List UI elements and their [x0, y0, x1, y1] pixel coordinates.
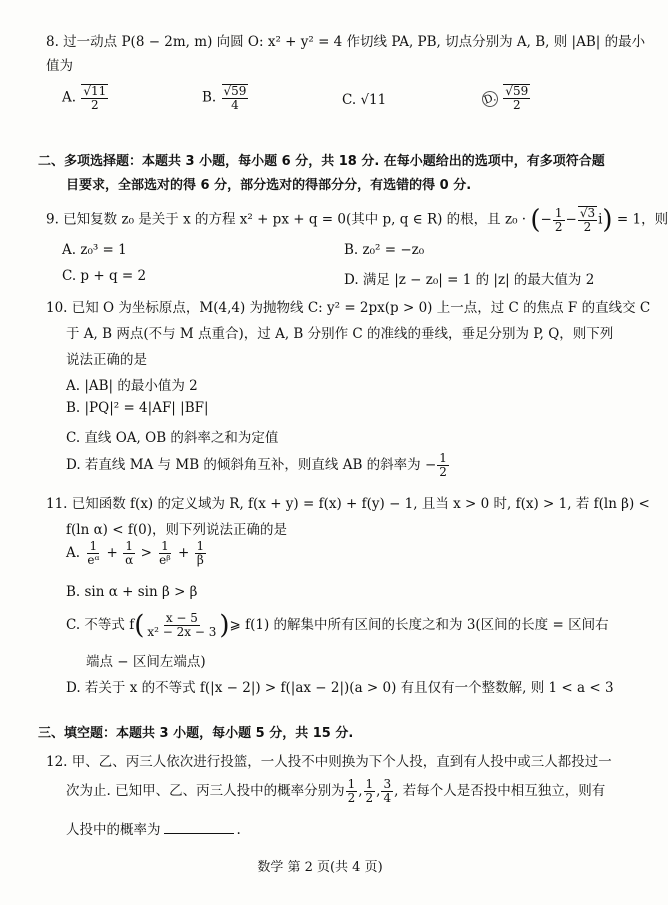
q8-option-c: C. √11	[342, 92, 387, 108]
q9-option-b: B. z₀² = −z₀	[344, 242, 425, 258]
q11-option-c-line2: 端点 − 区间左端点)	[86, 654, 206, 670]
section2-heading-line2: 目要求，全部选对的得 6 分，部分选对的得部分分，有选错的得 0 分.	[66, 178, 472, 193]
q11-line2: f(ln α) < f(0)，则下列说法正确的是	[66, 522, 287, 538]
q10-option-c: C. 直线 OA, OB 的斜率之和为定值	[66, 430, 279, 446]
page-footer: 数学 第 2 页(共 4 页)	[257, 860, 383, 875]
q8-line1: 8. 过一动点 P(8 − 2m, m) 向圆 O: x² + y² = 4 作切线 PA, PB, 切点分别为 A, B, 则 |AB| 的最小	[46, 34, 646, 50]
q9-option-c: C. p + q = 2	[62, 268, 147, 284]
q10-option-b: B. |PQ|² = 4|AF| |BF|	[66, 400, 209, 416]
section2-heading: 二、多项选择题：本题共 3 小题，每小题 6 分，共 18 分. 在每小题给出的选项中，有多项符合题	[38, 154, 605, 169]
q10-option-d: D. 若直线 MA 与 MB 的倾斜角互补，则直线 AB 的斜率为 − $\frac{1}{2}$	[66, 451, 447, 480]
q11-option-b: B. sin α + sin β > β	[66, 584, 198, 600]
q12-line3: 人投中的概率为 .	[66, 822, 241, 838]
q9-line1: 9. 已知复数 z₀ 是关于 x 的方程 x² + px + q = 0(其中 p, q ∈ R) 的根，且 z₀ · (− $\frac{1}{2}$ − $\frac{√3}{2}$ i) = 1，则	[46, 205, 668, 236]
q8-option-a: A. $\frac{√11}{2}$	[62, 84, 107, 113]
section3-heading: 三、填空题：本题共 3 小题，每小题 5 分，共 15 分.	[38, 726, 354, 741]
answer-mark-icon: D.	[480, 88, 501, 109]
answer-blank[interactable]	[164, 833, 234, 834]
q10-line1: 10. 已知 O 为坐标原点，M(4,4) 为抛物线 C: y² = 2px(p > 0) 上一点，过 C 的焦点 F 的直线交 C	[46, 300, 651, 316]
q10-option-a: A. |AB| 的最小值为 2	[66, 378, 198, 394]
q10-line3: 说法正确的是	[66, 352, 147, 368]
q12-line2: 次为止. 已知甲、乙、丙三人投中的概率分别为 $\frac{1}{2}$ , $\frac{1}{2}$ , $\frac{3}{4}$ , 若每个人是否投中相互独立，则有	[66, 777, 606, 806]
q8-option-d: D. $\frac{√59}{2}$	[482, 84, 531, 112]
q8-line2: 值为	[46, 58, 73, 74]
q9-option-d: D. 满足 |z − z₀| = 1 的 |z| 的最大值为 2	[344, 272, 595, 288]
q8-option-b: B. $\frac{√59}{4}$	[202, 84, 247, 113]
q11-option-a: A. $\frac{1}{\text{eᵅ}}$ + $\frac{1}{\alpha}$ > $\frac{1}{\text{eᵝ}}$ + $\frac{1}{\beta}$	[66, 539, 205, 568]
q11-line1: 11. 已知函数 f(x) 的定义域为 R, f(x + y) = f(x) + f(y) − 1, 且当 x > 0 时, f(x) > 1, 若 f(ln β) <	[46, 496, 650, 512]
q11-option-d: D. 若关于 x 的不等式 f(|x − 2|) > f(|ax − 2|)(a > 0) 有且仅有一个整数解, 则 1 < a < 3	[66, 680, 614, 696]
q12-line1: 12. 甲、乙、丙三人依次进行投篮，一人投不中则换为下个人投，直到有人投中或三人都投过一	[46, 754, 612, 770]
q11-option-c: C. 不等式 f( $\frac{x - 5}{\text{x² − 2x − 3}}$ )⩾ f(1) 的解集中所有区间的长度之和为 3(区间的长度 = 区间右	[66, 610, 609, 641]
q10-line2: 于 A, B 两点(不与 M 点重合)，过 A, B 分别作 C 的准线的垂线，垂足分别为 P, Q，则下列	[66, 326, 614, 342]
q9-option-a: A. z₀³ = 1	[62, 242, 127, 258]
